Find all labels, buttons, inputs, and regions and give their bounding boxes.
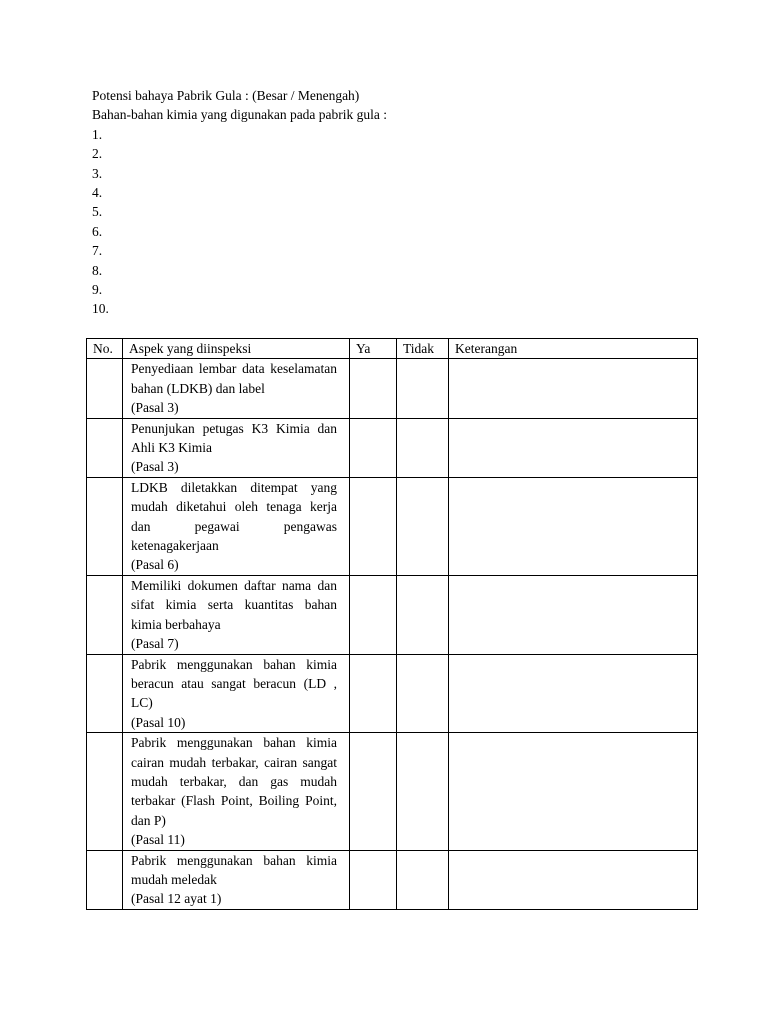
- list-item: 8.: [92, 262, 103, 278]
- cell-aspek: [123, 418, 350, 477]
- pasal-reference: (Pasal 3): [131, 400, 179, 416]
- cell-tidak[interactable]: [397, 418, 449, 477]
- list-item: 6.: [92, 223, 103, 239]
- aspek-text: Memiliki dokumen daftar nama dan sifat kimia serta kuantitas bahan kimia berbahaya: [131, 577, 337, 632]
- cell-tidak[interactable]: [397, 850, 449, 909]
- table-header-row: [87, 339, 698, 359]
- numbered-list: [92, 125, 702, 319]
- list-item: 7.: [92, 243, 103, 259]
- list-item: 4.: [92, 184, 103, 200]
- aspek-text: Penyediaan lembar data keselamatan bahan (LDKB) dan label: [131, 361, 337, 396]
- cell-tidak[interactable]: [397, 359, 449, 418]
- pasal-reference: (Pasal 3): [131, 459, 179, 475]
- cell-no: [87, 418, 123, 477]
- pasal-reference: (Pasal 10): [131, 714, 186, 730]
- cell-tidak[interactable]: [397, 575, 449, 654]
- aspek-text: Pabrik menggunakan bahan kimia mudah meledak: [131, 852, 337, 887]
- header-tidak: Tidak: [397, 339, 449, 359]
- cell-ya[interactable]: [350, 477, 397, 575]
- list-item: 2.: [92, 146, 103, 162]
- table-row: [87, 733, 698, 850]
- cell-ya[interactable]: [350, 654, 397, 733]
- cell-keterangan[interactable]: [449, 477, 698, 575]
- cell-keterangan[interactable]: [449, 418, 698, 477]
- cell-no: [87, 733, 123, 850]
- cell-no: [87, 575, 123, 654]
- table-row: [87, 575, 698, 654]
- cell-aspek: [123, 850, 350, 909]
- pasal-reference: (Pasal 7): [131, 636, 179, 652]
- header-aspek: Aspek yang diinspeksi: [123, 339, 350, 359]
- aspek-text: Pabrik menggunakan bahan kimia cairan mudah terbakar, cairan sangat mudah terbakar, dan gas mudah terbakar (Flash Point, Boiling Point, dan P): [131, 735, 337, 828]
- cell-no: [87, 477, 123, 575]
- table-row: [87, 850, 698, 909]
- cell-keterangan[interactable]: [449, 359, 698, 418]
- list-item: 10.: [92, 301, 109, 317]
- cell-no: [87, 654, 123, 733]
- cell-tidak[interactable]: [397, 654, 449, 733]
- header-ya: Ya: [350, 339, 397, 359]
- aspek-text: Penunjukan petugas K3 Kimia dan Ahli K3 Kimia: [131, 420, 337, 456]
- header-keterangan: Keterangan: [449, 339, 698, 359]
- cell-ya[interactable]: [350, 850, 397, 909]
- list-item: 5.: [92, 204, 103, 220]
- list-item: 9.: [92, 281, 103, 297]
- cell-aspek: [123, 654, 350, 733]
- cell-ya[interactable]: [350, 418, 397, 477]
- aspek-text: Pabrik menggunakan bahan kimia beracun atau sangat beracun (LD , LC): [131, 656, 337, 711]
- cell-keterangan[interactable]: [449, 575, 698, 654]
- cell-aspek: [123, 575, 350, 654]
- cell-keterangan[interactable]: [449, 733, 698, 850]
- document-title: Potensi bahaya Pabrik Gula : (Besar / Menengah): [92, 88, 360, 103]
- pasal-reference: (Pasal 6): [131, 557, 179, 573]
- cell-keterangan[interactable]: [449, 850, 698, 909]
- cell-ya[interactable]: [350, 575, 397, 654]
- document-page: [92, 86, 702, 319]
- pasal-reference: (Pasal 12 ayat 1): [131, 891, 222, 907]
- chemicals-heading: Bahan-bahan kimia yang digunakan pada pabrik gula :: [92, 107, 388, 123]
- table-row: [87, 654, 698, 733]
- cell-keterangan[interactable]: [449, 654, 698, 733]
- header-no: No.: [87, 339, 123, 359]
- cell-tidak[interactable]: [397, 477, 449, 575]
- cell-no: [87, 359, 123, 418]
- cell-aspek: [123, 359, 350, 418]
- aspek-text: LDKB diletakkan ditempat yang mudah diketahui oleh tenaga kerja dan pegawai pengawas ketenagakerjaan: [131, 479, 337, 554]
- cell-no: [87, 850, 123, 909]
- table-row: [87, 359, 698, 418]
- cell-ya[interactable]: [350, 733, 397, 850]
- table-row: [87, 477, 698, 575]
- cell-aspek: [123, 733, 350, 850]
- list-item: 3.: [92, 165, 103, 181]
- inspection-table: [86, 338, 698, 910]
- table-row: [87, 418, 698, 477]
- list-item: 1.: [92, 126, 103, 142]
- pasal-reference: (Pasal 11): [131, 832, 185, 848]
- cell-tidak[interactable]: [397, 733, 449, 850]
- cell-aspek: [123, 477, 350, 575]
- cell-ya[interactable]: [350, 359, 397, 418]
